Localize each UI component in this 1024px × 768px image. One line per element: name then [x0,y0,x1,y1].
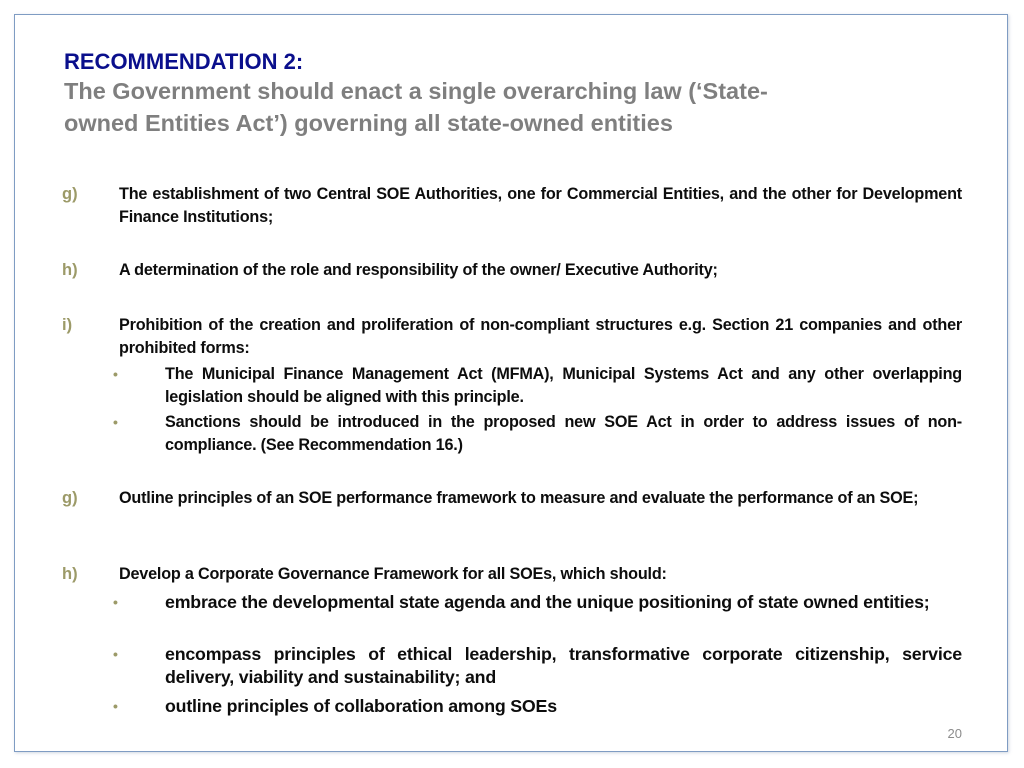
bullet-dot-icon: • [113,414,118,430]
list-marker: i) [62,316,73,334]
list-item-text: Outline principles of an SOE performance framework to measure and evaluate the performance of an SOE; [119,489,919,507]
list-item-text: The establishment of two Central SOE Authorities, one for Commercial Entities, and the other for Development Finance Institutions; [119,185,962,226]
slide-subtitle-line-2: owned Entities Act’) governing all state-owned entities [64,110,673,136]
bullet-dot-icon: • [113,646,118,662]
bullet-dot-icon: • [113,594,118,610]
bullet-dot-icon: • [113,366,118,382]
list-item-text: A determination of the role and responsibility of the owner/ Executive Authority; [119,261,718,279]
slide-subtitle-line-1: The Government should enact a single overarching law (‘State- [64,78,768,104]
slide-title: RECOMMENDATION 2: [64,49,304,74]
list-item-text: Prohibition of the creation and proliferation of non-compliant structures e.g. Section 21 companies and other prohibited forms: [119,316,962,357]
sub-bullet-text: encompass principles of ethical leadership, transformative corporate citizenship, service delivery, viability and sustainability; and [165,644,962,687]
sub-bullet-text: The Municipal Finance Management Act (MFMA), Municipal Systems Act and any other overlapping legislation should be aligned with this principle. [165,365,962,406]
page-number: 20 [947,726,962,741]
list-marker: g) [62,489,78,507]
list-item-text: Develop a Corporate Governance Framework for all SOEs, which should: [119,565,667,583]
list-marker: h) [62,261,78,279]
sub-bullet-text: Sanctions should be introduced in the proposed new SOE Act in order to address issues of non-compliance. (See Recommendation 16.) [165,413,962,454]
list-marker: g) [62,185,78,203]
list-marker: h) [62,565,78,583]
sub-bullet-text: outline principles of collaboration among SOEs [165,696,557,716]
sub-bullet-text: embrace the developmental state agenda and the unique positioning of state owned entities; [165,592,930,612]
bullet-dot-icon: • [113,698,118,714]
